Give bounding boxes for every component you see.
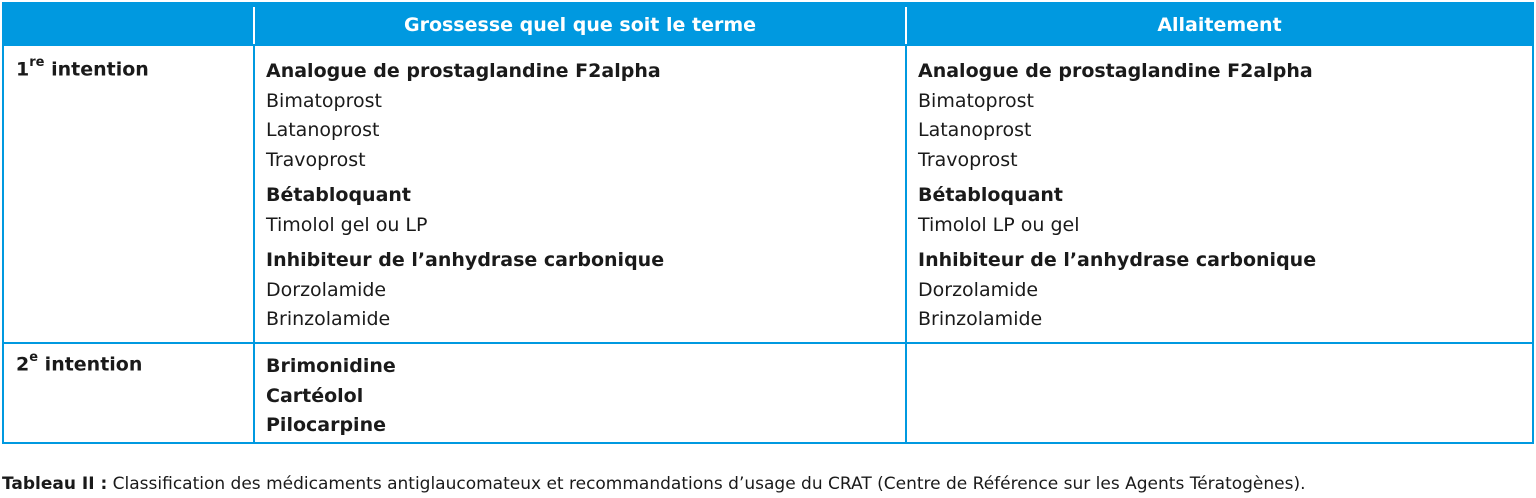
row-label-superscript: e — [29, 350, 39, 365]
drug-item: Bimatoprost — [918, 89, 1034, 112]
row-label-text: intention — [38, 353, 143, 376]
drug-item: Timolol gel ou LP — [266, 213, 428, 236]
drug-item: Bimatoprost — [266, 89, 382, 112]
row-label-first-intention — [16, 57, 149, 80]
column-divider — [253, 46, 255, 442]
drug-group — [266, 181, 664, 240]
drug-item: Dorzolamide — [918, 278, 1039, 301]
row-label-number: 1 — [16, 58, 30, 81]
drug-group — [918, 181, 1316, 240]
table-caption — [2, 474, 1306, 494]
drug-group-title: Inhibiteur de l’anhydrase carbonique — [266, 249, 665, 271]
header-cell-empty — [4, 4, 254, 46]
drug-group-title: Inhibiteur de l’anhydrase carbonique — [918, 249, 1317, 271]
row-divider — [4, 342, 1532, 344]
drug-item: Dorzolamide — [266, 278, 387, 301]
drug-item: Brinzolamide — [918, 308, 1043, 330]
header-allaitement: Allaitement — [1157, 14, 1282, 36]
drug-item: Brinzolamide — [266, 308, 391, 330]
drug-group — [918, 57, 1316, 175]
drug-group-title: Bétabloquant — [918, 184, 1063, 206]
header-grossesse: Grossesse quel que soit le terme — [403, 14, 757, 36]
caption-label: Tableau II : — [2, 474, 108, 494]
drug-item: Cartéolol — [266, 384, 364, 407]
drug-group-title: Analogue de prostaglandine F2alpha — [918, 60, 1313, 82]
drug-item: Brimonidine — [266, 355, 396, 377]
row-label-number: 2 — [16, 353, 30, 376]
caption-text: Classification des médicaments antiglaucomateux et recommandations d’usage du CRAT (Centre de Référence sur les Agents Tératogènes). — [107, 474, 1306, 494]
row-label-text: intention — [44, 58, 149, 81]
drug-item: Latanoprost — [266, 119, 380, 141]
cell-allaitement-first — [918, 57, 1316, 341]
drug-item: Latanoprost — [918, 119, 1032, 141]
table-header-row — [4, 4, 1532, 46]
drug-group-title: Analogue de prostaglandine F2alpha — [266, 60, 661, 82]
drug-group-title: Bétabloquant — [266, 184, 411, 206]
drug-group — [266, 246, 664, 335]
column-divider — [905, 46, 907, 442]
drug-item: Travoprost — [266, 148, 366, 171]
drug-item: Travoprost — [918, 148, 1018, 171]
row-label-superscript: re — [29, 55, 45, 70]
drug-group — [266, 57, 664, 175]
drug-item: Timolol LP ou gel — [918, 213, 1080, 236]
drug-item: Pilocarpine — [266, 414, 386, 436]
glaucoma-drug-table — [2, 2, 1534, 444]
cell-grossesse-second — [266, 352, 396, 441]
row-label-second-intention — [16, 352, 142, 375]
cell-grossesse-first — [266, 57, 664, 341]
drug-group — [918, 246, 1316, 335]
